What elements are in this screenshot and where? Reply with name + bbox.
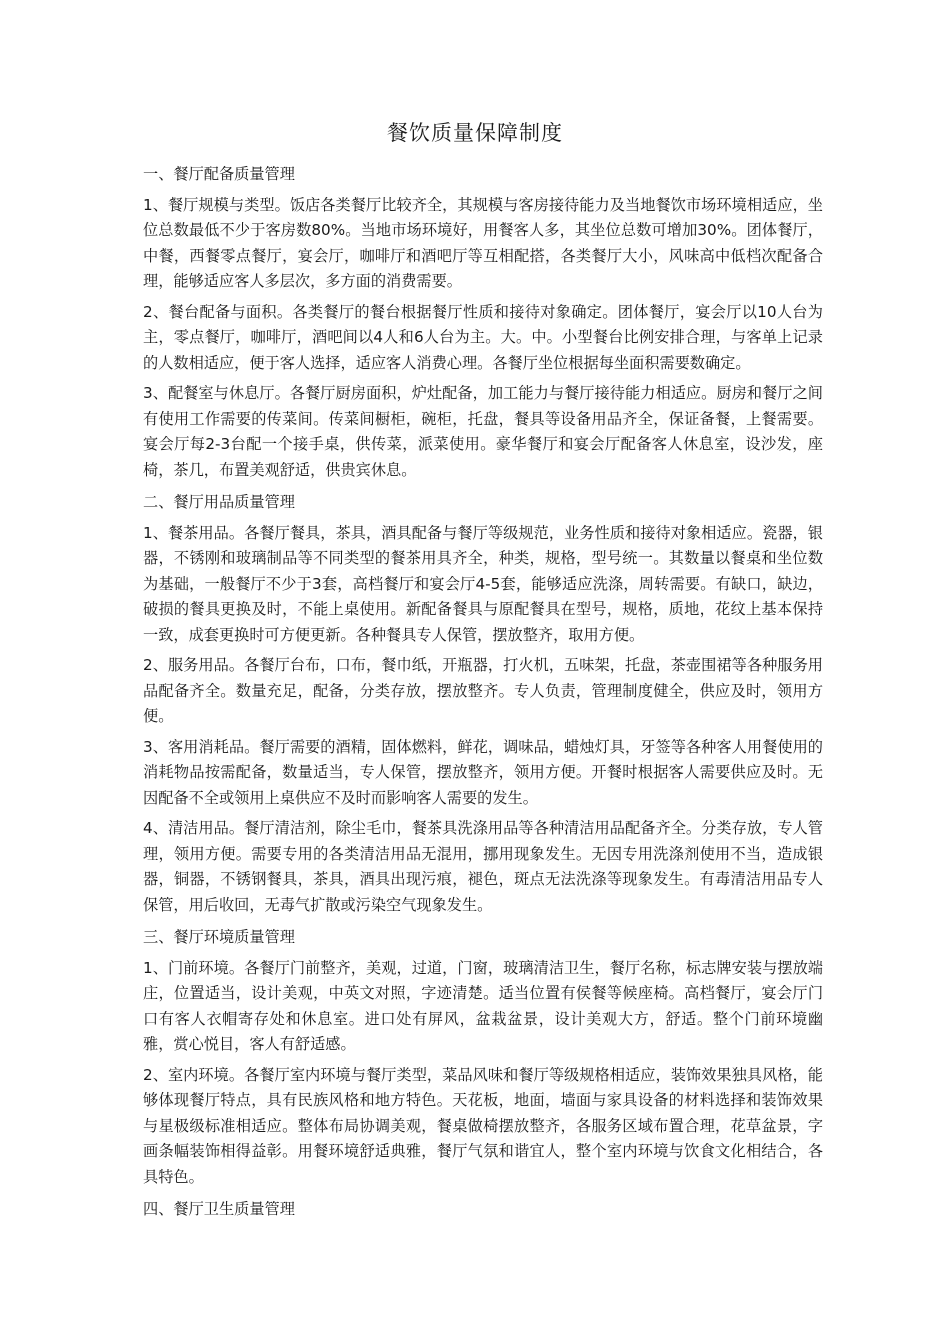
paragraph: 1、门前环境。各餐厅门前整齐，美观，过道，门窗，玻璃清洁卫生，餐厅名称，标志牌安装与摆放端庄，位置适当，设计美观，中英文对照，字迹清楚。适当位置有侯餐等候座椅。高档餐厅，宴会厅门口有客人衣帽寄存处和休息室。进口处有屏风，盆栽盆景，设计美观大方，舒适。整个门前环境幽雅，赏心悦目，客人有舒适感。 bbox=[143, 958, 823, 1053]
paragraph: 2、服务用品。各餐厅台布，口布，餐巾纸，开瓶器，打火机，五味架，托盘，茶壶围裙等各种服务用品配备齐全。数量充足，配备，分类存放，摆放整齐。专人负责，管理制度健全，供应及时，领用方便。 bbox=[143, 656, 823, 725]
paragraph: 3、配餐室与休息厅。各餐厅厨房面积，炉灶配备，加工能力与餐厅接待能力相适应。厨房和餐厅之间有使用工作需要的传菜间。传菜间橱柜，碗柜，托盘，餐具等设备用品齐全，保证备餐，上餐需要。宴会厅每2-3台配一个接手桌，供传菜，派菜使用。豪华餐厅和宴会厅配备客人休息室，设沙发，座椅，茶几，布置美观舒适，供贵宾休息。 bbox=[143, 384, 823, 479]
paragraph: 2、室内环境。各餐厅室内环境与餐厅类型，菜品风味和餐厅等级规格相适应，装饰效果独具风格，能够体现餐厅特点，具有民族风格和地方特色。天花板，地面，墙面与家具设备的材料选择和装饰效果与星极级标准相适应。整体布局协调美观，餐桌做椅摆放整齐，各服务区域布置合理，花草盆景，字画条幅装饰相得益彰。用餐环境舒适典雅，餐厅气氛和谐宜人，整个室内环境与饮食文化相结合，各具特色。 bbox=[143, 1065, 823, 1186]
document-title: 餐饮质量保障制度 bbox=[387, 121, 563, 145]
paragraph: 2、餐台配备与面积。各类餐厅的餐台根据餐厅性质和接待对象确定。团体餐厅，宴会厅以10人台为主，零点餐厅，咖啡厅，酒吧间以4人和6人台为主。大。中。小型餐台比例安排合理，与客单上记录的人数相适应，便于客人选择，适应客人消费心理。各餐厅坐位根据每坐面积需要数确定。 bbox=[143, 302, 823, 372]
paragraph: 1、餐茶用品。各餐厅餐具，茶具，酒具配备与餐厅等级规范，业务性质和接待对象相适应。瓷器，银器，不锈刚和玻璃制品等不同类型的餐茶用具齐全，种类，规格，型号统一。其数量以餐桌和坐位数为基础，一般餐厅不少于3套，高档餐厅和宴会厅4-5套，能够适应洗涤，周转需要。有缺口，缺边，破损的餐具更换及时，不能上桌使用。新配备餐具与原配餐具在型号，规格，质地，花纹上基本保持一致，成套更换时可方便更新。各种餐具专人保管，摆放整齐，取用方便。 bbox=[143, 523, 823, 644]
section-heading: 四、餐厅卫生质量管理 bbox=[143, 1200, 295, 1218]
section-heading: 三、餐厅环境质量管理 bbox=[143, 928, 295, 946]
section-heading: 二、餐厅用品质量管理 bbox=[143, 493, 295, 511]
paragraph: 4、清洁用品。餐厅清洁剂，除尘毛巾，餐茶具洗涤用品等各种清洁用品配备齐全。分类存放，专人管理，领用方便。需要专用的各类清洁用品无混用，挪用现象发生。无因专用洗涤剂使用不当，造成银器，铜器，不锈钢餐具，茶具，酒具出现污痕，褪色，斑点无法洗涤等现象发生。有毒清洁用品专人保管，用后收回，无毒气扩散或污染空气现象发生。 bbox=[143, 819, 823, 914]
paragraph: 1、餐厅规模与类型。饭店各类餐厅比较齐全，其规模与客房接待能力及当地餐饮市场环境相适应，坐位总数最低不少于客房数80%。当地市场环境好，用餐客人多，其坐位总数可增加30%。团体餐厅，中餐，西餐零点餐厅，宴会厅，咖啡厅和酒吧厅等互相配搭，各类餐厅大小，风味高中低档次配备合理，能够适应客人多层次，多方面的消费需要。 bbox=[143, 195, 823, 290]
paragraph: 3、客用消耗品。餐厅需要的酒精，固体燃料，鲜花，调味品，蜡烛灯具，牙签等各种客人用餐使用的消耗物品按需配备，数量适当，专人保管，摆放整齐，领用方便。开餐时根据客人需要供应及时。无因配备不全或领用上桌供应不及时而影响客人需要的发生。 bbox=[143, 737, 823, 807]
section-heading: 一、餐厅配备质量管理 bbox=[143, 165, 295, 183]
document-body bbox=[143, 160, 823, 1228]
